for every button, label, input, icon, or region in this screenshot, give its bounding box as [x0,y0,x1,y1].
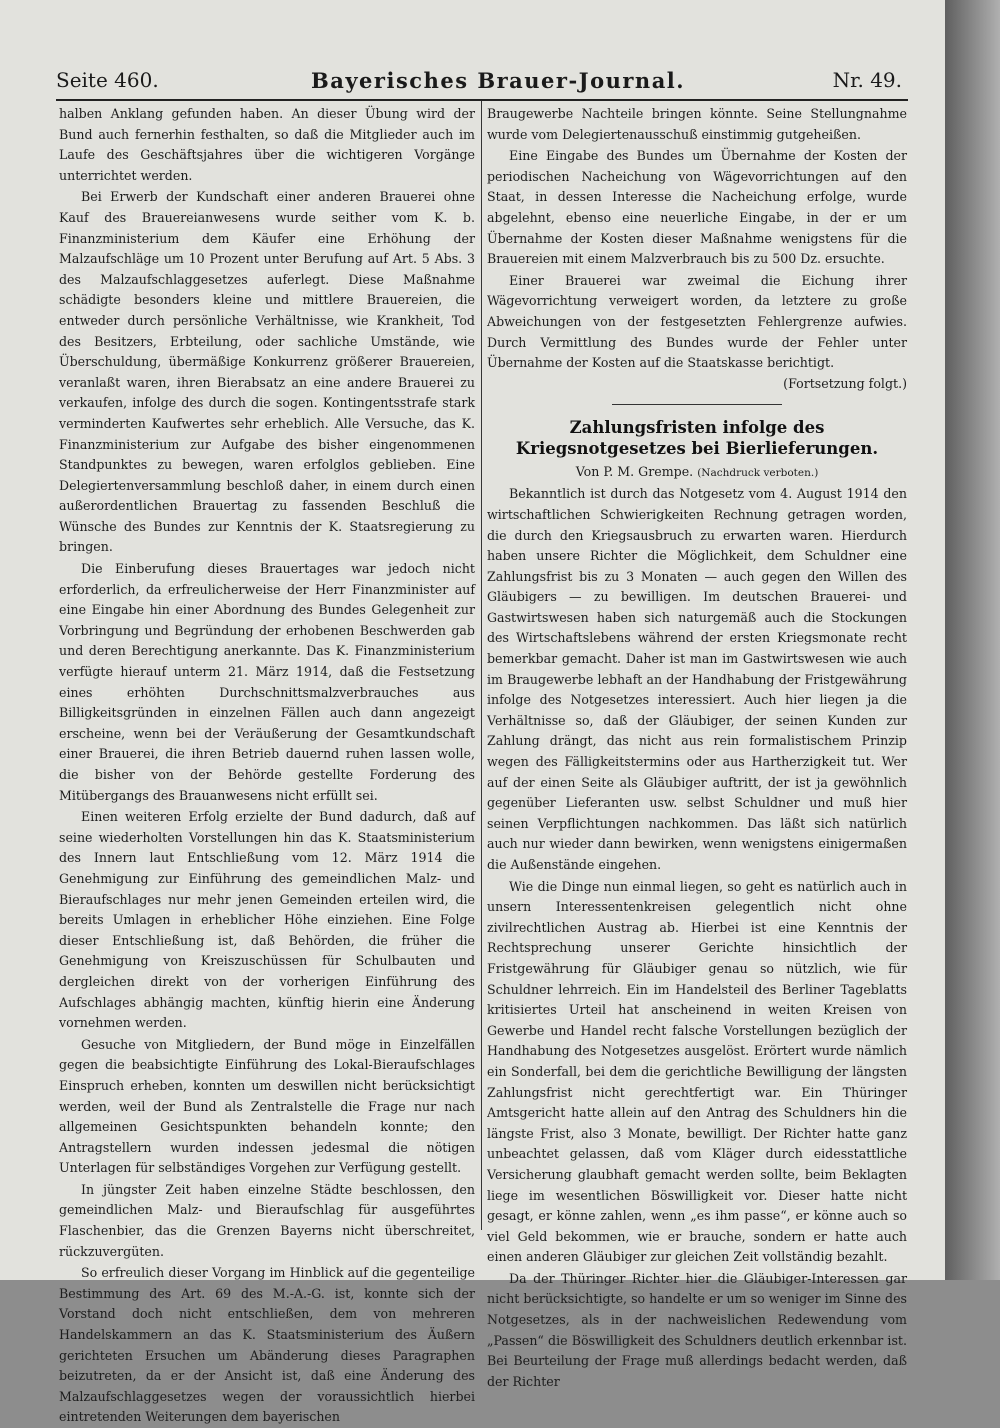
paragraph: Bekanntlich ist durch das Notgesetz vom 4. August 1914 den wirtschaftlichen Schwierigkeiten Rechnung getragen worden, die durch den Kriegsausbruch zu erwarten waren. Hierdurch haben unsere Richter die Möglichkeit, dem Schuldner eine Zahlungsfrist bis zu 3 Monaten — auch gegen den Willen des Gläubigers — zu bewilligen. Im deutschen Brauerei- und Gastwirtswesen haben sich naturgemäß auch die Stockungen des Wirtschaftslebens während der ersten Kriegsmonate recht bemerkbar gemacht. Daher ist man im Gastwirtswesen wie auch im Braugewerbe lebhaft an der Handhabung der Fristgewährung infolge des Notgesetzes interessiert. Auch hier liegen ja die Verhältnisse so, daß der Gläubiger, der seinen Kunden zur Zahlung drängt, das nicht aus rein formalistischem Prinzip wegen des Fälligkeitstermins oder aus Hartherzigkeit tut. Wer auf der einen Seite als Gläubiger auftritt, der ist ja gewöhnlich gegenüber Lieferanten usw. selbst Schuldner und muß hier seinen Verpflichtungen nachkommen. Das läßt sich natürlich auch nur wieder dann bewirken, wenn wenigstens einigermaßen die Außenstände eingehen. [487,486,907,872]
section-rule [612,404,782,405]
issue-number: Nr. 49. [832,68,902,92]
article-title: Zahlungsfristen infolge des Kriegsnotgesetzes bei Bierlieferungen. [515,418,879,459]
article-byline [487,462,907,483]
paragraph: So erfreulich dieser Vorgang im Hinblick auf die gegenteilige Bestimmung des Art. 69 des M.-A.-G. ist, konnte sich der Vorstand doch nicht entschließen, dem von mehreren Handelskammern an das K. Staatsministerium des Äußern gerichteten Ersuchen um Abänderung dieses Paragraphen beizutreten, da er der Ansicht ist, daß eine Änderung des Malzaufschlaggesetzes wegen der voraussichtlich hierbei eintretenden Weiterungen dem bayerischen [59,1265,475,1425]
paragraph: In jüngster Zeit haben einzelne Städte beschlossen, den gemeindlichen Malz- und Bieraufschlag für ausgeführtes Flaschenbier, das die Grenzen Bayerns nicht überschreitet, rückzuvergüten. [59,1181,475,1259]
paragraph: Wie die Dinge nun einmal liegen, so geht es natürlich auch in unsern Interessentenkreisen gelegentlich nicht ohne zivilrechtlichen Austrag ab. Hierbei ist eine Kenntnis der Rechtsprechung unserer Gerichte hinsichtlich der Fristgewährung für Gläubiger genau so nützlich, wie für Schuldner lehrreich. Ein im Handelsteil des Berliner Tageblatts kritisiertes Urteil hat anscheinend in weiten Kreisen von Gewerbe und Handel recht falsche Vorstellungen bezüglich der Handhabung des Notgesetzes ausgelöst. Erörtert wurde nämlich ein Sonderfall, bei dem die gerichtliche Bewilligung der längsten Zahlungsfrist nicht gerechtfertigt war. Ein Thüringer Amtsgericht hatte allein auf den Antrag des Schuldners hin die längste Frist, also 3 Monate, bewilligt. Der Richter hatte ganz unbeachtet gelassen, daß vom Kläger durch eidesstattliche Versicherung glaubhaft gemacht werden sollte, beim Beklagten liege im wesentlichen Böswilligkeit vor. Dieser hatte nicht gesagt, er könne zahlen, wenn „es ihm passe“, er könne auch so viel Geld bekommen, wie er brauche, sondern er hatte auch einen anderen Gläubiger zur gleichen Zeit vollständig bezahlt. [487,878,907,1265]
column-divider [481,101,482,1230]
paragraph: Gesuche von Mitgliedern, der Bund möge in Einzelfällen gegen die beabsichtigte Einführung des Lokal-Bieraufschlages Einspruch erheben, konnten um deswillen nicht berücksichtigt werden, weil der Bund als Zentralstelle die Frage nur nach allgemeinen Gesichtspunkten behandeln konnte; den Antragstellern wurden indessen jedesmal die nötigen Unterlagen für selbständiges Vorgehen zur Verfügung gestellt. [59,1036,475,1176]
paragraph: Einer Brauerei war zweimal die Eichung ihrer Wägevorrichtung verweigert worden, da letztere zu große Abweichungen von der festgesetzten Fehlergrenze aufwies. Durch Vermittlung des Bundes wurde der Fehler unter Übernahme der Kosten auf die Staatskasse berichtigt. [487,272,907,371]
header-rule [56,99,908,101]
paragraph: Braugewerbe Nachteile bringen könnte. Seine Stellungnahme wurde vom Delegiertenausschuß einstimmig gutgeheißen. [487,106,907,142]
paragraph: Bei Erwerb der Kundschaft einer anderen Brauerei ohne Kauf des Brauereianwesens wurde seither vom K. b. Finanzministerium dem Käufer eine Erhöhung der Malzaufschläge um 10 Prozent unter Berufung auf Art. 5 Abs. 3 des Malzaufschlaggesetzes auferlegt. Diese Maßnahme schädigte besonders kleine und mittlere Brauereien, die entweder durch persönliche Verhältnisse, wie Krankheit, Tod des Besitzers, Erbteilung, oder sachliche Umstände, wie Überschuldung, übermäßige Konkurrenz größerer Brauereien, veranlaßt waren, ihren Bierabsatz an eine andere Brauerei zu verkaufen, infolge des durch die sogen. Kontingentsstrafe stark verminderten Kaufwertes sehr erheblich. Alle Versuche, das K. Finanzministerium zur Aufgabe des bisher eingenommenen Standpunktes zu bewegen, waren erfolglos geblieben. Eine Delegiertenversammlung beschloß daher, in einem durch einen außerordentlichen Brauertag zu fassenden Beschluß die Wünsche des Bundes zur Kenntnis der K. Staatsregierung zu bringen. [59,189,475,555]
page-number: Seite 460. [56,68,159,92]
paragraph: Da der Thüringer Richter hier die Gläubiger-Interessen gar nicht berücksichtigte, so handelte er um so weniger im Sinne des Notgesetzes, als in der nachweislichen Redewendung vom „Passen“ die Böswilligkeit des Schuldners deutlich erkennbar ist. Bei Beurteilung der Frage muß allerdings bedacht werden, daß der Richter [487,1270,907,1389]
paragraph: halben Anklang gefunden haben. An dieser Übung wird der Bund auch fernerhin festhalten, so daß die Mitglieder auch im Laufe des Geschäftsjahres über die wichtigeren Vorgänge unterrichtet werden. [59,106,475,183]
continuation-note: (Fortsetzung folgt.) [783,375,907,391]
paragraph: Die Einberufung dieses Brauertages war jedoch nicht erforderlich, da erfreulicherweise der Herr Finanzminister auf eine Eingabe hin einer Abordnung des Bundes Gelegenheit zur Vorbringung und Begründung der erhobenen Beschwerden gab und deren Berechtigung anerkannte. Das K. Finanzministerium verfügte hierauf unterm 21. März 1914, daß die Festsetzung eines erhöhten Durchschnittsmalzverbrauches aus Billigkeitsgründen in einzelnen Fällen auch dann angezeigt erscheine, wenn bei der Veräußerung der Gesamtkundschaft einer Brauerei, die ihren Betrieb dauernd ruhen lassen wolle, die bisher von der Behörde gestellte Forderung des Mitübergangs des Brauanwesens nicht erfüllt sei. [59,561,475,803]
left-column [59,104,475,1425]
page-edge [945,0,1000,1280]
reprint-note: (Nachdruck verboten.) [697,467,819,480]
paragraph: Einen weiteren Erfolg erzielte der Bund dadurch, daß auf seine wiederholten Vorstellungen hin das K. Staatsministerium des Innern laut Entschließung vom 12. März 1914 die Genehmigung zur Einführung des gemeindlichen Malz- und Bieraufschlages nur mehr jenen Gemeinden erteilen wird, die bereits Umlagen in erheblicher Höhe einziehen. Eine Folge dieser Entschließung ist, daß Behörden, die früher die Genehmigung von Kreiszuschüssen für Schulbauten und dergleichen direkt von der vorherigen Einführung des Aufschlages abhängig machten, künftig hierin eine Änderung vornehmen werden. [59,809,475,1031]
paragraph: Eine Eingabe des Bundes um Übernahme der Kosten der periodischen Nacheichung von Wägevorrichtungen auf den Staat, in dessen Interesse die Nacheichung erfolge, wurde abgelehnt, ebenso eine neuerliche Eingabe, in der er um Übernahme der Kosten dieser Maßnahme wenigstens für die Brauereien mit einem Malzverbrauch bis zu 500 Dz. ersuchte. [487,148,907,267]
right-column [487,104,907,1389]
journal-title: Bayerisches Brauer-Journal. [311,68,686,93]
author-name: Von P. M. Grempe. [575,464,694,480]
page-header [56,68,912,96]
